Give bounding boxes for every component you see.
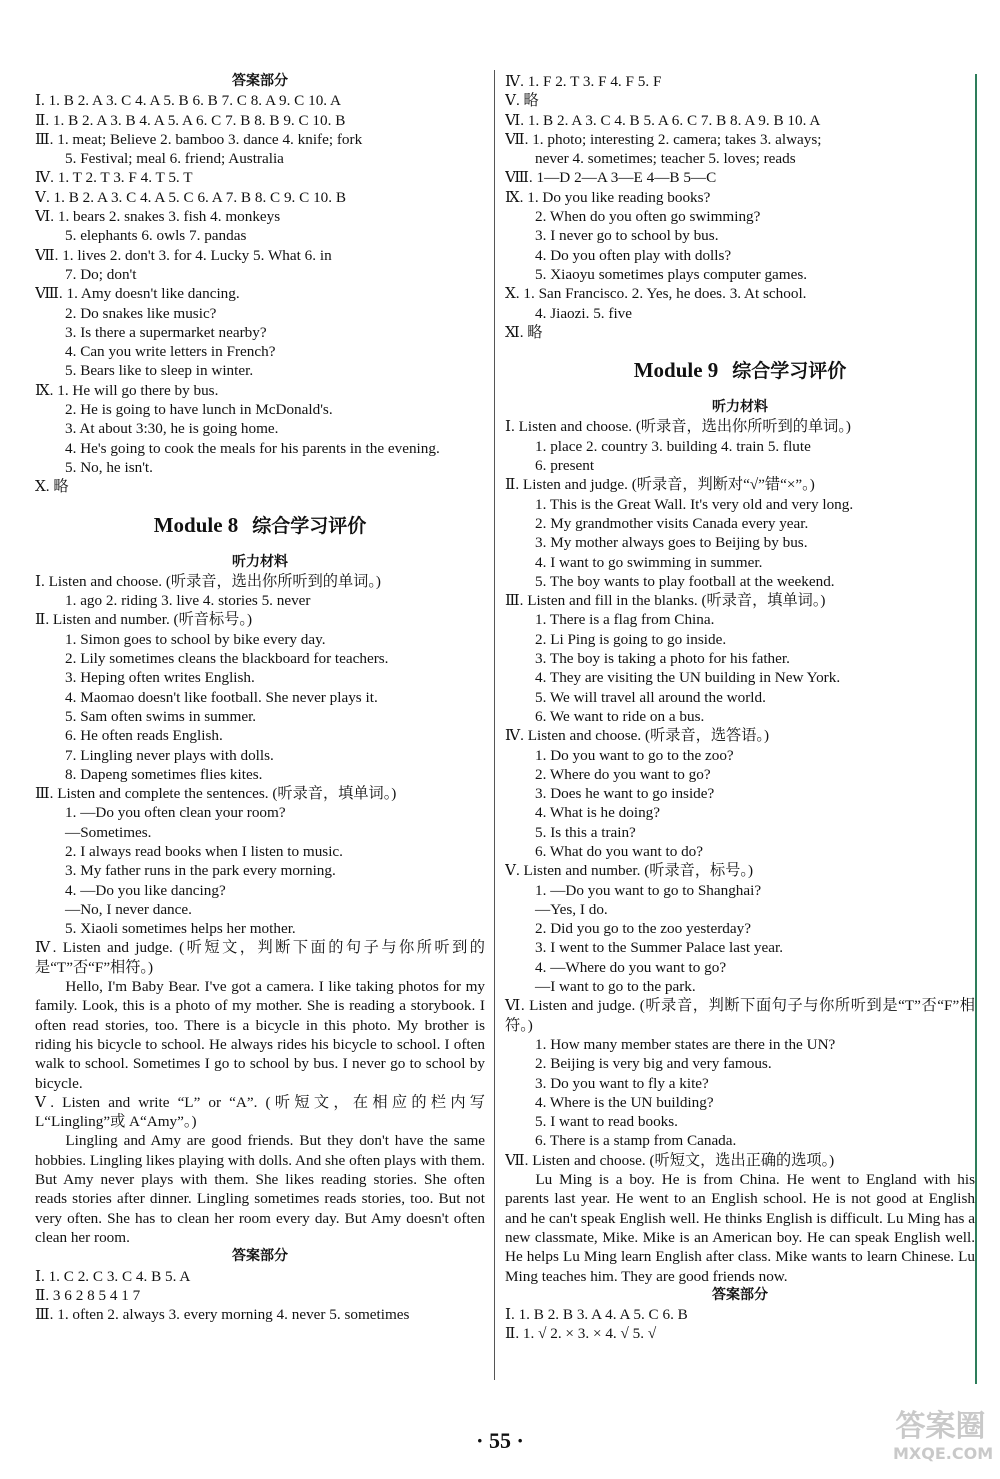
answer-line: 1. How many member states are there in the UN? — [535, 1035, 836, 1053]
answer-line: —No, I never dance. — [65, 900, 192, 918]
question-line: Ⅰ. Listen and choose. (听录音，选出你所听到的单词。) — [505, 418, 851, 436]
passage-paragraph: Lu Ming is a boy. He is from China. He went to England with his parents last year. He went to an English school. He is not good at English and he can't speak English well. He thinks English is difficult. Lu Ming has a new classmate, Mike. Mike is an American boy. He can speak English well. He helps Lu Ming learn English after class. Mike wants to learn Chinese. Lu Ming teaches him. They are good friends now. — [505, 1171, 975, 1285]
answer-line: 4. They are visiting the UN building in New York. — [535, 669, 841, 687]
column-divider — [494, 70, 495, 1380]
question-line: Ⅹ. 1. San Francisco. 2. Yes, he does. 3. At school. — [505, 285, 807, 303]
passage-paragraph: Hello, I'm Baby Bear. I've got a camera. I like taking photos for my family. Look, this is a photo of my mother. She is reading a storybook. I often read stories, too. There is a bicycle in this photo. My brother is riding his bicycle to school. He always rides his bicycle to school. I often walk to school. Sometimes I go to school by bus. I never go to school by bicycle. — [35, 978, 485, 1092]
question-line: Ⅲ. Listen and complete the sentences. (听录音，填单词。) — [35, 785, 397, 803]
answer-line: 1. —Do you often clean your room? — [65, 804, 286, 822]
answer-line: 1. —Do you want to go to Shanghai? — [535, 881, 762, 899]
question-line: Ⅷ. 1—D 2—A 3—E 4—B 5—C — [505, 169, 717, 187]
section-heading: 答案部分 — [232, 1248, 288, 1265]
question-line: Ⅱ. 3 6 2 8 5 4 1 7 — [35, 1286, 141, 1304]
answer-line: 6. present — [535, 457, 595, 475]
question-line: Ⅲ. Listen and fill in the blanks. (听录音，填单词。) — [505, 592, 826, 610]
answer-line: 1. This is the Great Wall. It's very old and very long. — [535, 495, 854, 513]
answer-line: 2. My grandmother visits Canada every year. — [535, 514, 809, 532]
answer-line: 5. We will travel all around the world. — [535, 688, 766, 706]
question-line: Ⅶ. 1. lives 2. don't 3. for 4. Lucky 5. What 6. in — [35, 246, 332, 264]
question-line: Ⅲ. 1. meat; Believe 2. bamboo 3. dance 4. knife; fork — [35, 130, 363, 148]
module-heading — [35, 497, 485, 553]
answer-line: 5. Bears like to sleep in winter. — [65, 362, 254, 380]
section-heading: 答案部分 — [712, 1286, 768, 1303]
answer-line: 6. He often reads English. — [65, 727, 223, 745]
answer-line: 5. Is this a train? — [535, 823, 636, 841]
section-heading: 答案部分 — [232, 73, 288, 89]
instruction-paragraph: Ⅳ. Listen and judge. (听短文，判断下面的句子与你所听到的是“T”否“F”相符。) — [35, 939, 485, 976]
question-line: Ⅰ. 1. B 2. B 3. A 4. A 5. C 6. B — [505, 1306, 688, 1324]
answer-line: 4. Do you often play with dolls? — [535, 246, 732, 264]
question-line: Ⅱ. Listen and judge. (听录音，判断对“√”错“×”。) — [505, 476, 815, 494]
question-line: Ⅸ. 1. Do you like reading books? — [505, 188, 711, 206]
watermark-url: MXQE.COM — [893, 1444, 994, 1463]
answer-line: 1. Simon goes to school by bike every day. — [65, 630, 326, 648]
answer-line: 2. Lily sometimes cleans the blackboard for teachers. — [65, 650, 389, 668]
answer-line: 6. We want to ride on a bus. — [535, 707, 705, 725]
question-line: Ⅴ. 1. B 2. A 3. C 4. A 5. C 6. A 7. B 8. C 9. C 10. B — [35, 188, 346, 206]
answer-line: 4. He's going to cook the meals for his parents in the evening. — [65, 439, 440, 457]
page-edge-bar — [975, 74, 977, 1384]
answer-line: 2. Beijing is very big and very famous. — [535, 1055, 772, 1073]
answer-line: 3. My father runs in the park every morning. — [65, 862, 336, 880]
question-line: Ⅰ. Listen and choose. (听录音，选出你所听到的单词。) — [35, 572, 381, 590]
left-column — [35, 72, 485, 1324]
answer-line: 1. Do you want to go to the zoo? — [535, 746, 734, 764]
section-heading: 听力材料 — [712, 399, 768, 416]
answer-line: 5. No, he isn't. — [65, 458, 153, 476]
answer-line: 4. I want to go swimming in summer. — [535, 553, 763, 571]
answer-line: 3. At about 3:30, he is going home. — [65, 420, 279, 438]
question-line: Ⅶ. Listen and choose. (听短文，选出正确的选项。) — [505, 1151, 835, 1169]
module-heading-cn: 综合学习评价 — [252, 514, 367, 537]
question-line: Ⅸ. 1. He will go there by bus. — [35, 381, 219, 399]
answer-line: —I want to go to the park. — [535, 978, 696, 996]
page-number: · 55 · — [476, 1428, 524, 1453]
answer-line: 3. The boy is taking a photo for his father. — [535, 650, 790, 668]
answer-line: 5. Sam often swims in summer. — [65, 707, 257, 725]
answer-line: 3. Heping often writes English. — [65, 669, 255, 687]
answer-line: —Sometimes. — [65, 823, 152, 841]
answer-line: 2. Where do you want to go? — [535, 765, 711, 783]
answer-line: 5. Xiaoyu sometimes plays computer games. — [535, 265, 808, 283]
answer-line: 4. Where is the UN building? — [535, 1093, 714, 1111]
instruction-paragraph: Ⅴ. Listen and write “L” or “A”. (听短文，在相应的栏内写 L“Lingling”或 A“Amy”。) — [35, 1093, 485, 1131]
question-line: Ⅰ. 1. B 2. A 3. C 4. A 5. B 6. B 7. C 8. A 9. C 10. A — [35, 92, 342, 110]
right-column — [505, 72, 975, 1344]
module-heading — [505, 342, 975, 398]
answer-line: 5. elephants 6. owls 7. pandas — [65, 227, 247, 245]
answer-line: 7. Do; don't — [65, 265, 137, 283]
answer-line: 1. ago 2. riding 3. live 4. stories 5. never — [65, 592, 311, 610]
answer-line: 3. Do you want to fly a kite? — [535, 1074, 709, 1092]
question-line: Ⅳ. 1. T 2. T 3. F 4. T 5. T — [35, 169, 193, 187]
passage-paragraph: Lingling and Amy are good friends. But they don't have the same hobbies. Lingling likes playing with dolls. And she often plays with them. But Amy never plays with them. She likes reading stories. She often reads stories after dinner. Lingling sometimes reads stories, too. But not very often. She has to clean her room every day. But Amy doesn't often clean her room. — [35, 1132, 485, 1246]
question-line: Ⅵ. 1. B 2. A 3. C 4. B 5. A 6. C 7. B 8. A 9. B 10. A — [505, 111, 821, 129]
answer-line: —Yes, I do. — [535, 900, 608, 918]
answer-line: 4. —Do you like dancing? — [65, 881, 226, 899]
answer-line: 5. The boy wants to play football at the weekend. — [535, 572, 835, 590]
question-line: Ⅴ. Listen and number. (听录音，标号。) — [505, 862, 754, 880]
answer-line: 3. Does he want to go inside? — [535, 785, 715, 803]
answer-line: 2. Li Ping is going to go inside. — [535, 630, 727, 648]
answer-line: 6. There is a stamp from Canada. — [535, 1132, 737, 1150]
question-line: Ⅳ. Listen and choose. (听录音，选答语。) — [505, 727, 770, 745]
answer-line: 3. My mother always goes to Beijing by bus. — [535, 534, 808, 552]
question-line: Ⅳ. 1. F 2. T 3. F 4. F 5. F — [505, 73, 662, 90]
question-line: Ⅷ. 1. Amy doesn't like dancing. — [35, 285, 240, 303]
answer-line: 5. Xiaoli sometimes helps her mother. — [65, 920, 296, 938]
answer-line: 2. Do snakes like music? — [65, 304, 217, 322]
answer-line: 1. place 2. country 3. building 4. train 5. flute — [535, 437, 811, 455]
section-heading: 听力材料 — [232, 553, 288, 570]
watermark-logo — [893, 1409, 994, 1470]
answer-line: 2. When do you often go swimming? — [535, 208, 761, 226]
watermark-text: 答案圈 — [895, 1409, 986, 1444]
answer-line: 1. There is a flag from China. — [535, 611, 715, 629]
question-line: Ⅹ. 略 — [35, 478, 69, 496]
answer-line: 4. What is he doing? — [535, 804, 660, 822]
question-line: Ⅵ. 1. bears 2. snakes 3. fish 4. monkeys — [35, 208, 281, 226]
question-line: Ⅱ. Listen and number. (听音标号。) — [35, 611, 253, 629]
answer-line: 2. He is going to have lunch in McDonald's. — [65, 401, 333, 419]
question-line: Ⅶ. 1. photo; interesting 2. camera; takes 3. always; — [505, 130, 822, 148]
module-heading-en: Module 9 — [633, 358, 719, 383]
answer-line: 4. —Where do you want to go? — [535, 958, 727, 976]
answer-line: 3. I never go to school by bus. — [535, 227, 719, 245]
question-line: Ⅰ. 1. C 2. C 3. C 4. B 5. A — [35, 1267, 191, 1285]
answer-line: 2. I always read books when I listen to music. — [65, 842, 343, 860]
question-line: Ⅱ. 1. √ 2. × 3. × 4. √ 5. √ — [505, 1325, 657, 1343]
answer-line: 3. Is there a supermarket nearby? — [65, 323, 267, 341]
answer-line: 5. I want to read books. — [535, 1113, 678, 1131]
question-line: Ⅱ. 1. B 2. A 3. B 4. A 5. A 6. C 7. B 8. B 9. C 10. B — [35, 111, 346, 129]
answer-line: 6. What do you want to do? — [535, 842, 704, 860]
module-heading-cn: 综合学习评价 — [732, 360, 847, 383]
module-heading-en: Module 8 — [153, 512, 239, 537]
question-line: Ⅺ. 略 — [505, 323, 543, 341]
answer-line: 4. Can you write letters in French? — [65, 343, 276, 361]
answer-line: 8. Dapeng sometimes flies kites. — [65, 765, 263, 783]
answer-line: 7. Lingling never plays with dolls. — [65, 746, 274, 764]
question-line: Ⅴ. 略 — [505, 92, 539, 110]
answer-line: 2. Did you go to the zoo yesterday? — [535, 920, 751, 938]
answer-line: 3. I went to the Summer Palace last year. — [535, 939, 783, 957]
instruction-paragraph: Ⅵ. Listen and judge. (听录音，判断下面句子与你所听到是“T”否“F”相符。) — [505, 997, 975, 1034]
answer-line: 4. Maomao doesn't like football. She never plays it. — [65, 688, 378, 706]
question-line: Ⅲ. 1. often 2. always 3. every morning 4. never 5. sometimes — [35, 1306, 410, 1324]
answer-line: 5. Festival; meal 6. friend; Australia — [65, 150, 284, 168]
answer-line: 4. Jiaozi. 5. five — [535, 304, 633, 322]
answer-line: never 4. sometimes; teacher 5. loves; reads — [535, 150, 796, 168]
